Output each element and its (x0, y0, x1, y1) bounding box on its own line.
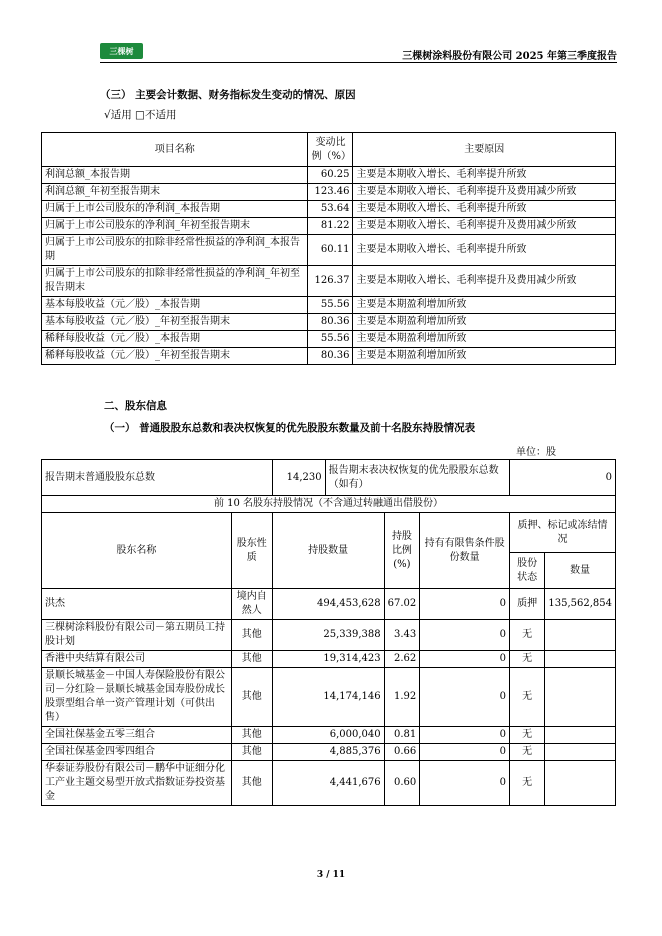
row-share-percent: 67.02 (384, 589, 420, 620)
table-row (42, 761, 616, 806)
row-change-ratio: 60.25 (308, 167, 353, 184)
row-restricted-shares: 0 (420, 651, 510, 668)
row-pledge-count: 135,562,854 (545, 589, 616, 620)
row-holder-name: 三棵树涂料股份有限公司－第五期员工持股计划 (42, 620, 232, 651)
table-row (42, 297, 616, 314)
table-row (42, 167, 616, 184)
row-share-percent: 3.43 (384, 620, 420, 651)
row-main-reason: 主要是本期盈利增加所致 (353, 314, 616, 331)
financial-changes-table (41, 132, 616, 365)
table-row (42, 620, 616, 651)
section-heading-financial-changes: （三） 主要会计数据、财务指标发生变动的情况、原因 (100, 89, 356, 101)
totals-row (42, 460, 616, 496)
preferred-holders-value: 0 (509, 460, 615, 496)
page-number: 3 / 11 (316, 870, 346, 880)
row-main-reason: 主要是本期收入增长、毛利率提升及费用减少所致 (353, 218, 616, 235)
row-change-ratio: 80.36 (308, 314, 353, 331)
section-heading-shareholders: 二、股东信息 (104, 400, 167, 412)
row-main-reason: 主要是本期盈利增加所致 (353, 297, 616, 314)
row-holder-nature: 其他 (231, 651, 272, 668)
row-share-quantity: 19,314,423 (272, 651, 384, 668)
subsection-heading-top10: （一） 普通股股东总数和表决权恢复的优先股股东数量及前十名股东持股情况表 (104, 422, 476, 434)
row-main-reason: 主要是本期收入增长、毛利率提升所致 (353, 167, 616, 184)
table-row (42, 589, 616, 620)
row-main-reason: 主要是本期收入增长、毛利率提升及费用减少所致 (353, 184, 616, 201)
row-holder-name: 景顺长城基金－中国人寿保险股份有限公司－分红险－景顺长城基金国寿股份成长股票型组合单一资产管理计划（可供出售） (42, 668, 232, 727)
table-row (42, 668, 616, 727)
row-change-ratio: 55.56 (308, 297, 353, 314)
row-holder-nature: 其他 (231, 744, 272, 761)
row-item-name: 稀释每股收益（元／股）_本报告期 (42, 331, 308, 348)
row-share-quantity: 4,885,376 (272, 744, 384, 761)
row-main-reason: 主要是本期收入增长、毛利率提升及费用减少所致 (353, 266, 616, 297)
header-share-percent: 持股比例(%) (384, 513, 420, 589)
company-logo: 三棵树 (100, 43, 143, 59)
table-row (42, 201, 616, 218)
row-holder-nature: 其他 (231, 761, 272, 806)
header-pledge-status: 质押、标记或冻结情况 (509, 513, 615, 553)
row-share-state: 无 (509, 668, 544, 727)
row-main-reason: 主要是本期盈利增加所致 (353, 348, 616, 365)
header-item-name: 项目名称 (42, 133, 308, 167)
table-row (42, 651, 616, 668)
row-share-state: 无 (509, 727, 544, 744)
row-pledge-count (545, 668, 616, 727)
row-restricted-shares: 0 (420, 589, 510, 620)
unit-label: 单位：股 (516, 447, 556, 458)
row-share-quantity: 25,339,388 (272, 620, 384, 651)
row-share-percent: 0.81 (384, 727, 420, 744)
row-change-ratio: 55.56 (308, 331, 353, 348)
row-restricted-shares: 0 (420, 744, 510, 761)
row-share-state: 无 (509, 651, 544, 668)
row-item-name: 基本每股收益（元／股）_本报告期 (42, 297, 308, 314)
header-share-quantity: 持股数量 (272, 513, 384, 589)
row-restricted-shares: 0 (420, 727, 510, 744)
row-change-ratio: 123.46 (308, 184, 353, 201)
row-share-state: 无 (509, 761, 544, 806)
row-main-reason: 主要是本期收入增长、毛利率提升所致 (353, 235, 616, 266)
row-holder-nature: 境内自然人 (231, 589, 272, 620)
shareholders-table (41, 459, 616, 806)
shareholder-header-row (42, 513, 616, 553)
row-holder-nature: 其他 (231, 620, 272, 651)
table-row (42, 727, 616, 744)
table-row (42, 744, 616, 761)
row-change-ratio: 81.22 (308, 218, 353, 235)
table-row (42, 184, 616, 201)
row-change-ratio: 60.11 (308, 235, 353, 266)
row-restricted-shares: 0 (420, 620, 510, 651)
header-divider (100, 62, 617, 63)
applicability-note: √适用 □不适用 (104, 109, 177, 121)
row-share-percent: 1.92 (384, 668, 420, 727)
row-restricted-shares: 0 (420, 668, 510, 727)
top10-title: 前 10 名股东持股情况（不含通过转融通出借股份） (42, 496, 616, 513)
header-change-ratio: 变动比例（%） (308, 133, 353, 167)
preferred-holders-label: 报告期末表决权恢复的优先股股东总数（如有） (325, 460, 509, 496)
row-share-percent: 2.62 (384, 651, 420, 668)
row-holder-name: 洪杰 (42, 589, 232, 620)
row-share-quantity: 4,441,676 (272, 761, 384, 806)
table-row (42, 218, 616, 235)
row-item-name: 利润总额_本报告期 (42, 167, 308, 184)
row-item-name: 基本每股收益（元／股）_年初至报告期末 (42, 314, 308, 331)
row-pledge-count (545, 761, 616, 806)
table-row (42, 314, 616, 331)
row-item-name: 归属于上市公司股东的扣除非经常性损益的净利润_本报告期 (42, 235, 308, 266)
total-holders-label: 报告期末普通股股东总数 (42, 460, 273, 496)
row-item-name: 稀释每股收益（元／股）_年初至报告期末 (42, 348, 308, 365)
row-holder-name: 全国社保基金四零四组合 (42, 744, 232, 761)
row-change-ratio: 80.36 (308, 348, 353, 365)
row-main-reason: 主要是本期盈利增加所致 (353, 331, 616, 348)
table-header-row (42, 133, 616, 167)
table-row (42, 235, 616, 266)
header-restricted-shares: 持有有限售条件股份数量 (420, 513, 510, 589)
row-share-state: 无 (509, 620, 544, 651)
row-share-quantity: 494,453,628 (272, 589, 384, 620)
header-pledge-count: 数量 (545, 553, 616, 589)
row-holder-name: 全国社保基金五零三组合 (42, 727, 232, 744)
header-main-reason: 主要原因 (353, 133, 616, 167)
table-row (42, 348, 616, 365)
row-change-ratio: 53.64 (308, 201, 353, 218)
report-header-title: 三棵树涂料股份有限公司 2025 年第三季度报告 (402, 51, 617, 62)
header-holder-name: 股东名称 (42, 513, 232, 589)
row-share-percent: 0.66 (384, 744, 420, 761)
row-pledge-count (545, 651, 616, 668)
row-holder-nature: 其他 (231, 727, 272, 744)
row-pledge-count (545, 620, 616, 651)
row-share-quantity: 14,174,146 (272, 668, 384, 727)
row-item-name: 归属于上市公司股东的净利润_本报告期 (42, 201, 308, 218)
top10-title-row (42, 496, 616, 513)
row-share-state: 无 (509, 744, 544, 761)
header-share-state: 股份状态 (509, 553, 544, 589)
row-main-reason: 主要是本期收入增长、毛利率提升所致 (353, 201, 616, 218)
table-row (42, 266, 616, 297)
row-share-percent: 0.60 (384, 761, 420, 806)
total-holders-value: 14,230 (272, 460, 325, 496)
header-holder-nature: 股东性质 (231, 513, 272, 589)
row-pledge-count (545, 744, 616, 761)
row-share-state: 质押 (509, 589, 544, 620)
row-pledge-count (545, 727, 616, 744)
row-holder-nature: 其他 (231, 668, 272, 727)
table-row (42, 331, 616, 348)
row-share-quantity: 6,000,040 (272, 727, 384, 744)
row-item-name: 利润总额_年初至报告期末 (42, 184, 308, 201)
row-item-name: 归属于上市公司股东的扣除非经常性损益的净利润_年初至报告期末 (42, 266, 308, 297)
row-restricted-shares: 0 (420, 761, 510, 806)
row-change-ratio: 126.37 (308, 266, 353, 297)
row-holder-name: 华泰证券股份有限公司－鹏华中证细分化工产业主题交易型开放式指数证券投资基金 (42, 761, 232, 806)
row-holder-name: 香港中央结算有限公司 (42, 651, 232, 668)
row-item-name: 归属于上市公司股东的净利润_年初至报告期末 (42, 218, 308, 235)
